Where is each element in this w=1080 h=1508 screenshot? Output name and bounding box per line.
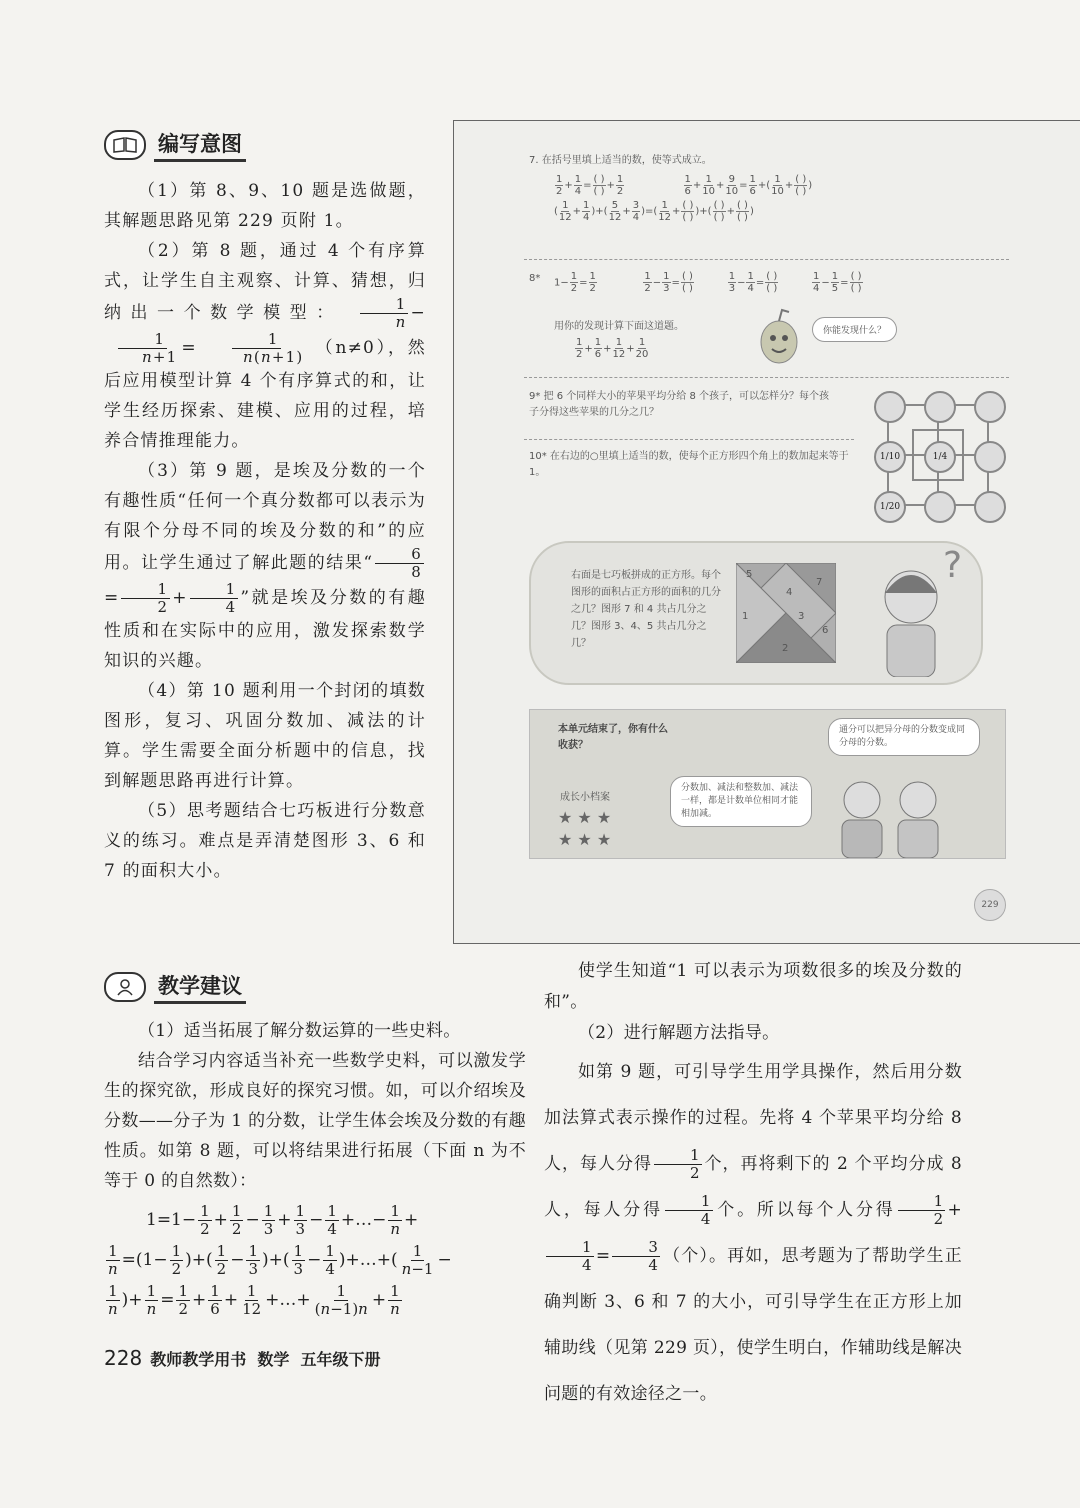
- intent-p3b: ”就是埃及分数的有趣性质和在实际中的应用，激发探索数学知识的兴趣。: [104, 588, 426, 671]
- suggest-r3: 如第 9 题，可引导学生用学具操作，然后用分数加法算式表示操作的过程。先将 4 个苹果平均分给 8 人，每人分得 $\frac{1}{2}$ 个，再将剩下的 2 个平均分成 8 人，每人分得 $\frac{1}{4}$ 个。所以每个人分得 $\frac{1}{2}$ + $\frac{1}{4}$ = $\frac{3}{4}$ （个）。再如，思考题为了帮助学生正确判断 3、6 和 7 的大小，可引导学生在正方形上加辅助线（见第 229 页），使学生明白，作辅助线是解决问题的有效途径之一。: [544, 1062, 962, 1404]
- tangram-label: 2: [782, 643, 789, 654]
- intent-p4: （4）第 10 题利用一个封闭的填数图形，复习、巩固分数加、减法的计算。学生需要全面分析题中的信息，找到解题思路再进行计算。: [104, 681, 426, 791]
- summary-panel: [529, 709, 1006, 859]
- stars-row-1: ★ ★ ★: [558, 808, 612, 827]
- formula-line-1: 1=1− $\frac{1}{2}$ + $\frac{1}{2}$ − $\frac{1}{3}$ + $\frac{1}{3}$ − $\frac{1}{4}$ +…− $\frac{1}{n}$ +: [146, 1202, 419, 1238]
- divider-2: [524, 377, 1009, 378]
- grid-circle: [924, 491, 956, 523]
- frac-1-2: $\frac{1}{2}$: [121, 581, 170, 616]
- suggest-r3d: （个）。再如，思考题为了帮助学生正确判断 3、6 和 7 的大小，可引导学生在正方形上加辅助线（见第 229 页），使学生明白，作辅助线是解决问题的有效途径之一。: [544, 1246, 962, 1404]
- textbook-page-number-text: 229: [981, 900, 999, 910]
- suggest-body: [104, 1016, 526, 1196]
- frac-quarter: $\frac{1}{4}$: [665, 1193, 713, 1228]
- suggest-right: [544, 956, 962, 1417]
- q8-bubble: 你能发现什么？: [812, 317, 897, 342]
- circle-label: 1/20: [879, 502, 901, 512]
- footer-book-title: 教师教学用书 数学 五年级下册: [150, 1350, 381, 1369]
- divider-3: [524, 439, 854, 440]
- egyptian-formula: [104, 1200, 526, 1320]
- frac-half: $\frac{1}{2}$: [654, 1147, 702, 1182]
- model-fraction-2: $\frac{1}{n+1}$: [106, 331, 179, 366]
- grid-circle: [924, 391, 956, 423]
- teacher-icon: [104, 972, 146, 1002]
- intent-p1: （1）第 8、9、10 题是选做题，其解题思路见第 229 页附 1。: [104, 181, 426, 231]
- grid-circle: [974, 391, 1006, 423]
- think-text: 右面是七巧板拼成的正方形。每个图形的面积占正方形的面积的几分之几？图形 7 和 4 共占几分之几？图形 3、4、5 共占几分之几？: [571, 570, 721, 649]
- suggest-s2: 结合学习内容适当补充一些数学史料，可以激发学生的探究欲，形成良好的探究习惯。如，可以介绍埃及分数——分子为 1 的分数，让学生体会埃及分数的有趣性质。如第 8 题，可以将结果进行拓展（下面 n 为不等于 0 的自然数）：: [104, 1051, 526, 1191]
- suggest-header: [104, 970, 526, 1004]
- tangram-label: 4: [786, 587, 793, 598]
- frac-half-2: $\frac{1}{2}$: [898, 1193, 946, 1228]
- summary-bubble-2: 分数加、减法和整数加、减法一样，都是计数单位相同才能相加减。: [670, 776, 812, 827]
- intent-p3a: （3）第 9 题，是埃及分数的一个有趣性质“任何一个真分数都可以表示为有限个分母不同的埃及分数的和”的应用。让学生通过了解此题的结果“: [104, 461, 426, 573]
- tangram-label: 1: [742, 611, 749, 622]
- grid-circle: [874, 391, 906, 423]
- model-fraction-3: $\frac{1}{n(n+1)}$: [207, 331, 305, 366]
- intent-section: [104, 128, 426, 886]
- kids-illustration: [830, 770, 950, 858]
- q8-label: 8*: [529, 273, 541, 284]
- svg-text:?: ?: [943, 547, 963, 586]
- circle-label: 1/4: [932, 452, 948, 462]
- divider-1: [524, 259, 1009, 260]
- q7-equations: $\frac{1}{2}$ + $\frac{1}{4}$ = ( ) ( ) + $\frac{1}{2}$ $\frac{1}{6}$ + $\frac{1}{10}$ + $\frac{9}{10}$ = $\frac{1}{6}$ +( $\frac{1}{10}$ + ( ) ( ) ) ( $\frac{1}{12}$ + $\frac{1}{4}$ )+( $\frac{5}{12}$ + $\frac{3}{4}$ )=( $\frac{1}{12}$ + ( ) ( ) )+( ( ) ( ) + ( ) ( ) ): [554, 173, 813, 223]
- q9-text: 9* 把 6 个同样大小的苹果平均分给 8 个孩子，可以怎样分？每个孩子分得这些苹果的几分之几？: [529, 391, 829, 418]
- think-panel: [529, 541, 983, 685]
- intent-p2: （2）第 8 题，通过 4 个有序算式，让学生自主观察、计算、猜想，归纳出一个数学模型： $\frac{1}{n}$ − $\frac{1}{n+1}$ = $\frac{1}{n(n+1)}$ （n≠0），然后应用模型计算 4 个有序算式的和，让学生经历探索、建模、应用的过程，培养合情推理能力。: [104, 241, 426, 451]
- frac-quarter-2: $\frac{1}{4}$: [546, 1239, 594, 1274]
- tangram: [736, 563, 836, 663]
- footer-page-number: 228: [104, 1346, 143, 1370]
- q10-text: 10* 在右边的○里填上适当的数，使每个正方形四个角上的数加起来等于 1。: [529, 451, 849, 478]
- grid-circle: [874, 491, 906, 523]
- model-fraction-1: $\frac{1}{n}$: [360, 296, 409, 331]
- frac-1-4: $\frac{1}{4}$: [190, 581, 239, 616]
- suggest-section: [104, 970, 526, 1320]
- pear-mascot: [754, 306, 804, 366]
- tangram-label: 3: [798, 611, 805, 622]
- stars-row-2: ★ ★ ★: [558, 830, 612, 849]
- textbook-page: [453, 120, 1080, 944]
- grid-circle: [924, 441, 956, 473]
- girl-illustration: [861, 547, 971, 677]
- intent-p3: （3）第 9 题，是埃及分数的一个有趣性质“任何一个真分数都可以表示为有限个分母不同的埃及分数的和”的应用。让学生通过了解此题的结果“ $\frac{6}{8}$ = $\frac{1}{2}$ + $\frac{1}{4}$ ”就是埃及分数的有趣性质和在实际中的应用，激发探索数学知识的兴趣。: [104, 461, 426, 671]
- intent-p2b: （n≠0），然后应用模型计算 4 个有序算式的和，让学生经历探索、建模、应用的过程，培养合情推理能力。: [104, 338, 426, 451]
- grid-circle: [874, 441, 906, 473]
- suggest-s1: （1）适当拓展了解分数运算的一些史料。: [138, 1021, 461, 1041]
- grid-circle: [974, 491, 1006, 523]
- tangram-label: 7: [816, 577, 823, 588]
- intent-p5: （5）思考题结合七巧板进行分数意义的练习。难点是弄清楚图形 3、6 和 7 的面积大小。: [104, 801, 426, 881]
- suggest-r3a: 如第 9 题，可引导学生用学具操作，然后用分数加法算式表示操作的过程。先将 4 个苹果平均分给 8 人，每人分得: [544, 1062, 962, 1174]
- summary-bubble-1: 通分可以把异分母的分数变成同分母的分数。: [828, 718, 980, 756]
- grid-circle: [974, 441, 1006, 473]
- frac-6-8: $\frac{6}{8}$: [375, 546, 424, 581]
- q7-prompt: 7. 在括号里填上适当的数，使等式成立。: [529, 155, 712, 166]
- intent-title: 编写意图: [154, 128, 246, 162]
- intent-p2a: （2）第 8 题，通过 4 个有序算式，让学生自主观察、计算、猜想，归纳出一个数学模型：: [104, 241, 426, 323]
- book-icon: [104, 130, 146, 160]
- summary-sub: 成长小档案: [560, 792, 610, 803]
- suggest-r3b: 个，再将剩下的 2 个平均分成 8 人，每人分得: [544, 1154, 962, 1220]
- intent-body: [104, 176, 426, 886]
- formula-line-2: $\frac{1}{n}$ =(1− $\frac{1}{2}$ )+( $\frac{1}{2}$ − $\frac{1}{3}$ )+( $\frac{1}{3}$ − $\frac{1}{4}$ )+…+( $\frac{1}{n-1}$ −: [108, 1242, 452, 1278]
- textbook-page-number: [974, 889, 1006, 921]
- suggest-r2: （2）进行解题方法指导。: [578, 1023, 780, 1043]
- circle-grid: [872, 389, 1002, 519]
- frac-three-quarters: $\frac{3}{4}$: [612, 1239, 660, 1274]
- q8-equations: 1− $\frac{1}{2}$ = $\frac{1}{2}$ $\frac{1}{2}$ − $\frac{1}{3}$ = ( ) ( ) $\frac{1}{3}$ − $\frac{1}{4}$ = ( ) ( ) $\frac{1}{4}$ − $\frac{1}{5}$ = ( ) ( ): [554, 271, 862, 294]
- summary-title: 本单元结束了，你有什么收获？: [558, 724, 668, 751]
- footer: [104, 1346, 380, 1370]
- q8-text: 用你的发现计算下面这道题。: [554, 321, 684, 332]
- q8-sum: $\frac{1}{2}$ + $\frac{1}{6}$ + $\frac{1}{12}$ + $\frac{1}{20}$: [576, 337, 649, 360]
- suggest-r3c: 个。所以每个人分得: [714, 1200, 896, 1220]
- suggest-title: 教学建议: [154, 970, 246, 1004]
- tangram-label: 5: [746, 569, 753, 580]
- formula-line-3: $\frac{1}{n}$ )+ $\frac{1}{n}$ = $\frac{1}{2}$ + $\frac{1}{6}$ + $\frac{1}{12}$ +…+ $\frac{1}{(n-1)n}$ + $\frac{1}{n}$: [108, 1282, 400, 1318]
- circle-label: 1/10: [879, 452, 901, 462]
- suggest-r1: 使学生知道“1 可以表示为项数很多的埃及分数的和”。: [544, 961, 962, 1012]
- tangram-label: 6: [822, 625, 829, 636]
- intent-header: [104, 128, 426, 162]
